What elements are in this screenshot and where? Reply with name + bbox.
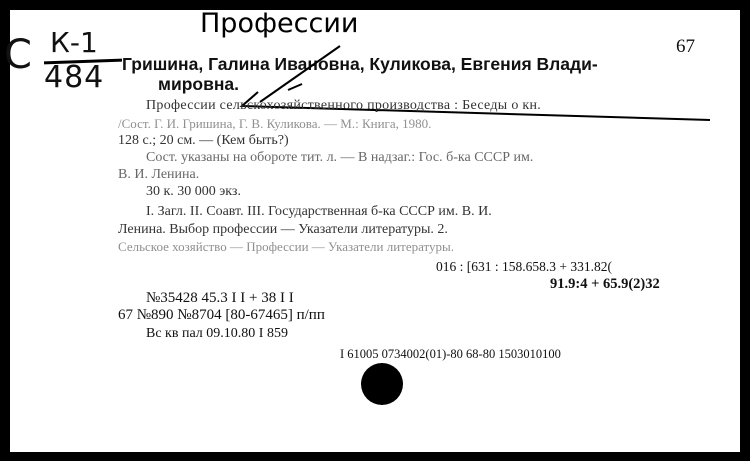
author-heading-line1: Гришина, Галина Ивановна, Куликова, Евгения Влади- xyxy=(122,54,598,74)
body-line: В. И. Ленина. xyxy=(118,167,200,182)
body-line: I. Загл. II. Соавт. III. Государственная б-ка СССР им. В. И. xyxy=(146,204,492,219)
body-line: /Сост. Г. И. Гришина, Г. В. Куликова. — М.: Книга, 1980. xyxy=(118,116,432,131)
inventory-line: №35428 45.3 I I + 38 I I xyxy=(146,290,294,306)
call-number-top: К-1 xyxy=(50,26,98,59)
classification-bbk: 91.9:4 + 65.9(2)32 xyxy=(550,276,660,292)
call-letter: С xyxy=(4,32,32,78)
classification-udc: 016 : [631 : 158.658.3 + 331.82( xyxy=(436,259,612,274)
body-line: Ленина. Выбор профессии — Указатели литературы. 2. xyxy=(118,222,448,237)
date-line: Вс кв пал 09.10.80 I 859 xyxy=(146,326,288,341)
author-heading-line2: мировна. xyxy=(158,74,240,94)
handwritten-heading: Профессии xyxy=(200,8,359,39)
card-number: 67 xyxy=(676,36,695,57)
body-line: 30 к. 30 000 экз. xyxy=(146,184,241,199)
code-line: I 61005 0734002(01)-80 68-80 1503010100 xyxy=(340,347,561,361)
body-line: 128 с.; 20 см. — (Кем быть?) xyxy=(118,133,289,148)
body-line: Сельское хозяйство — Профессии — Указатели литературы. xyxy=(118,239,455,254)
catalog-card xyxy=(4,8,740,452)
call-number-bottom: 484 xyxy=(44,60,105,95)
reference-line: 67 №890 №8704 [80-67465] п/пп xyxy=(118,307,325,323)
punch-hole xyxy=(361,363,403,405)
body-line: Сост. указаны на обороте тит. л. — В надзаг.: Гос. б-ка СССР им. xyxy=(146,150,534,165)
body-line: Профессии сельскохозяйственного производства : Беседы о кн. xyxy=(146,98,542,113)
